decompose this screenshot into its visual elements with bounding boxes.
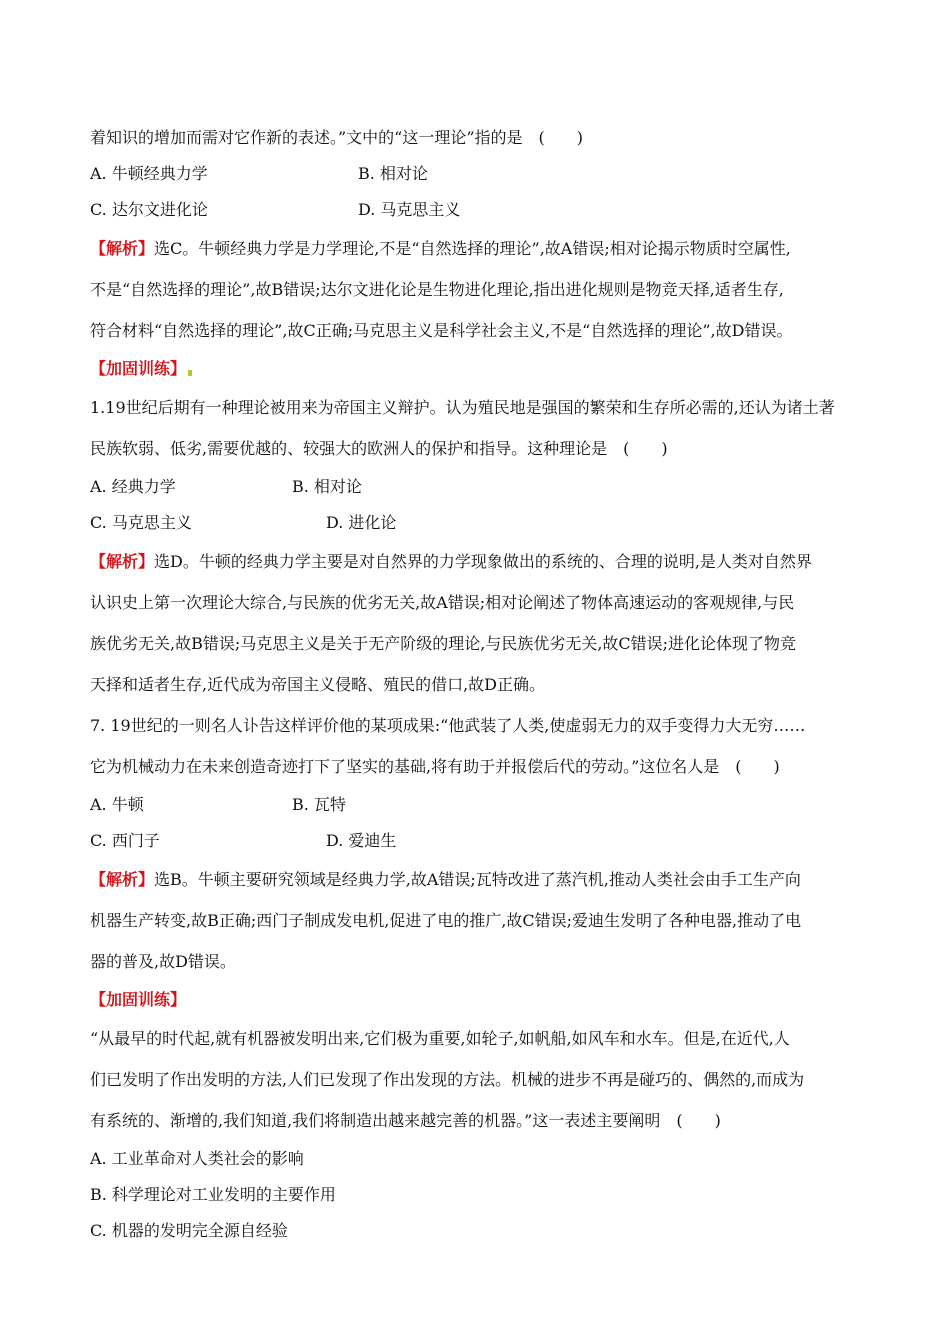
drill1-heading bbox=[90, 351, 870, 387]
drill-tag: 【加固训练】 bbox=[90, 990, 187, 1009]
q6-analysis-line-3: 符合材料“自然选择的理论”,故C正确;马克思主义是科学社会主义,不是“自然选择的理论”,故D错误。 bbox=[90, 321, 793, 340]
drill1-option-c: C. 马克思主义 bbox=[90, 513, 192, 532]
q6-analysis-line-2: 不是“自然选择的理论”,故B错误;达尔文进化论是生物进化理论,指出进化规则是物竞天择,适者生存, bbox=[90, 280, 784, 299]
drill2-stem-line-1: “从最早的时代起,就有机器被发明出来,它们极为重要,如轮子,如帆船,如风车和水车。但是,在近代,人 bbox=[90, 1029, 790, 1048]
analysis-text: 选B。牛顿主要研究领域是经典力学,故A错误;瓦特改进了蒸汽机,推动人类社会由手工生产向 bbox=[154, 870, 801, 889]
drill2-stem-line-2: 们已发明了作出发明的方法,人们已发现了作出发现的方法。机械的进步不再是碰巧的、偶然的,而成为 bbox=[90, 1070, 805, 1089]
q7-analysis-line-2: 机器生产转变,故B正确;西门子制成发电机,促进了电的推广,故C错误;爱迪生发明了各种电器,推动了电 bbox=[90, 911, 802, 930]
drill2-option-c: C. 机器的发明完全源自经验 bbox=[90, 1221, 288, 1240]
analysis-text: 选D。牛顿的经典力学主要是对自然界的力学现象做出的系统的、合理的说明,是人类对自然界 bbox=[154, 552, 812, 571]
analysis-text: 选C。牛顿经典力学是力学理论,不是“自然选择的理论”,故A错误;相对论揭示物质时空属性, bbox=[154, 239, 791, 258]
drill1-stem-line-1: 1.19世纪后期有一种理论被用来为帝国主义辩护。认为殖民地是强国的繁荣和生存所必需的,还认为诸土著 bbox=[90, 398, 835, 417]
drill1-options-row1 bbox=[90, 469, 870, 505]
drill1-analysis-line-3: 族优劣无关,故B错误;马克思主义是关于无产阶级的理论,与民族优劣无关,故C错误;进化论体现了物竞 bbox=[90, 634, 797, 653]
q7-option-a: A. 牛顿 bbox=[90, 795, 144, 814]
q6-option-b: B. 相对论 bbox=[358, 164, 428, 183]
analysis-tag: 【解析】 bbox=[90, 870, 155, 889]
q7-options-row1 bbox=[90, 787, 870, 823]
q7-stem-line-1: 7. 19世纪的一则名人讣告这样评价他的某项成果:“他武装了人类,使虚弱无力的双手变得力大无穷…… bbox=[90, 716, 806, 735]
drill2-option-a: A. 工业革命对人类社会的影响 bbox=[90, 1149, 304, 1168]
q6-option-a: A. 牛顿经典力学 bbox=[90, 164, 208, 183]
q7-option-d: D. 爱迪生 bbox=[326, 831, 397, 850]
mark-dot-icon bbox=[188, 370, 192, 376]
analysis-tag: 【解析】 bbox=[90, 239, 155, 258]
drill1-analysis-line-4: 天择和适者生存,近代成为帝国主义侵略、殖民的借口,故D正确。 bbox=[90, 675, 546, 694]
drill1-option-a: A. 经典力学 bbox=[90, 477, 176, 496]
drill2-heading bbox=[90, 982, 870, 1018]
q7-options-row2 bbox=[90, 823, 870, 859]
q6-options-row2 bbox=[90, 192, 870, 228]
q7-option-c: C. 西门子 bbox=[90, 831, 160, 850]
drill1-stem-line-2: 民族软弱、低劣,需要优越的、较强大的欧洲人的保护和指导。这种理论是 ( ) bbox=[90, 439, 668, 458]
q7-stem-line-2: 它为机械动力在未来创造奇迹打下了坚实的基础,将有助于并报偿后代的劳动。”这位名人是 ( ) bbox=[90, 757, 780, 776]
drill-tag: 【加固训练】 bbox=[90, 359, 187, 378]
analysis-tag: 【解析】 bbox=[90, 552, 155, 571]
q7-analysis-line-3: 器的普及,故D错误。 bbox=[90, 952, 236, 971]
drill2-stem-line-3: 有系统的、渐增的,我们知道,我们将制造出越来越完善的机器。”这一表述主要阐明 ( ) bbox=[90, 1111, 721, 1130]
drill1-analysis-line-1 bbox=[90, 541, 870, 582]
drill1-analysis-line-2: 认识史上第一次理论大综合,与民族的优劣无关,故A错误;相对论阐述了物体高速运动的客观规律,与民 bbox=[90, 593, 795, 612]
q6-option-d: D. 马克思主义 bbox=[358, 200, 461, 219]
q6-analysis-line-1 bbox=[90, 228, 870, 269]
drill1-option-d: D. 进化论 bbox=[326, 513, 397, 532]
q6-option-c: C. 达尔文进化论 bbox=[90, 200, 208, 219]
drill1-options-row2 bbox=[90, 505, 870, 541]
q6-stem: 着知识的增加而需对它作新的表述。”文中的“这一理论”指的是 ( ) bbox=[90, 128, 584, 147]
q7-option-b: B. 瓦特 bbox=[292, 795, 346, 814]
drill1-option-b: B. 相对论 bbox=[292, 477, 362, 496]
q6-options-row1 bbox=[90, 156, 870, 192]
q7-analysis-line-1 bbox=[90, 859, 870, 900]
drill2-option-b: B. 科学理论对工业发明的主要作用 bbox=[90, 1185, 336, 1204]
document-page bbox=[90, 120, 870, 1249]
